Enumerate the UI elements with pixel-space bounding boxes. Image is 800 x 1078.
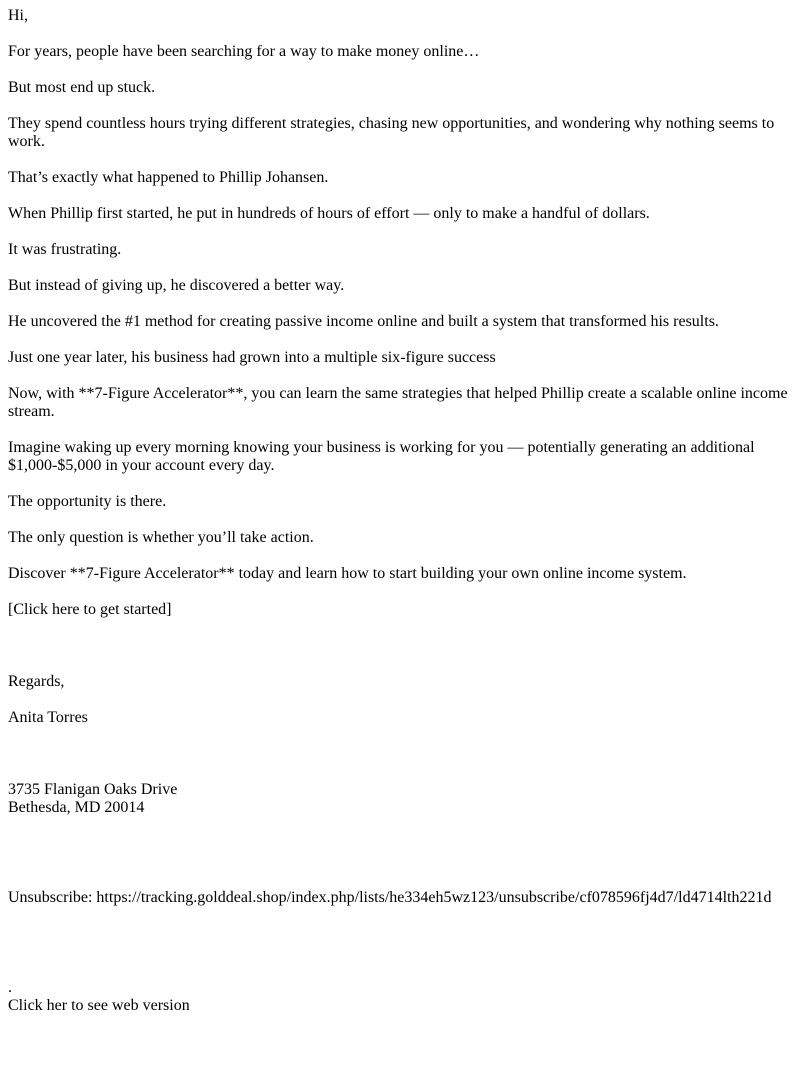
- paragraph-better-way: But instead of giving up, he discovered a better way.: [8, 277, 345, 294]
- paragraph-opportunity: The opportunity is there.: [8, 493, 167, 510]
- spacer: [8, 835, 792, 889]
- paragraph-stuck: But most end up stuck.: [8, 79, 156, 96]
- paragraph-success: Just one year later, his business had grown into a multiple six-figure success: [8, 349, 496, 366]
- cta-paragraph: [8, 601, 792, 619]
- sender-name: Anita Torres: [8, 709, 88, 726]
- address-line-2: Bethesda, MD 20014: [8, 799, 145, 816]
- paragraph-phillip: That’s exactly what happened to Phillip Johansen.: [8, 169, 329, 186]
- spacer: [8, 745, 792, 781]
- paragraph-intro: For years, people have been searching for a way to make money online…: [8, 43, 480, 60]
- paragraph-accelerator: Now, with **7-Figure Accelerator**, you can learn the same strategies that helped Phillip create a scalable online income stream.: [8, 385, 788, 420]
- paragraph-frustrating: It was frustrating.: [8, 241, 122, 258]
- address-line-1: 3735 Flanigan Oaks Drive: [8, 781, 178, 798]
- web-version-link[interactable]: Click her to see web version: [8, 997, 190, 1014]
- unsubscribe-line: [8, 889, 792, 907]
- email-body: [8, 7, 792, 1015]
- postal-address: [8, 781, 792, 817]
- paragraph-effort: When Phillip first started, he put in hundreds of hours of effort — only to make a handful of dollars.: [8, 205, 650, 222]
- greeting: Hi,: [8, 7, 28, 24]
- get-started-link[interactable]: [Click here to get started]: [8, 601, 172, 618]
- spacer: [8, 637, 792, 673]
- unsubscribe-link[interactable]: Unsubscribe: https://tracking.golddeal.shop/index.php/lists/he334eh5wz123/unsubscribe/cf078596fj4d7/ld4714lth221d: [8, 889, 772, 906]
- paragraph-question: The only question is whether you’ll take action.: [8, 529, 314, 546]
- paragraph-strategies: They spend countless hours trying different strategies, chasing new opportunities, and wondering why nothing seems to work.: [8, 115, 775, 150]
- signoff: Regards,: [8, 673, 65, 690]
- paragraph-discover: Discover **7-Figure Accelerator** today and learn how to start building your own online income system.: [8, 565, 687, 582]
- footer: [8, 979, 792, 1015]
- paragraph-method: He uncovered the #1 method for creating passive income online and built a system that transformed his results.: [8, 313, 719, 330]
- spacer: [8, 925, 792, 979]
- footer-dot: .: [8, 979, 12, 996]
- paragraph-imagine: Imagine waking up every morning knowing your business is working for you — potentially generating an additional $1,000-$5,000 in your account every day.: [8, 439, 755, 474]
